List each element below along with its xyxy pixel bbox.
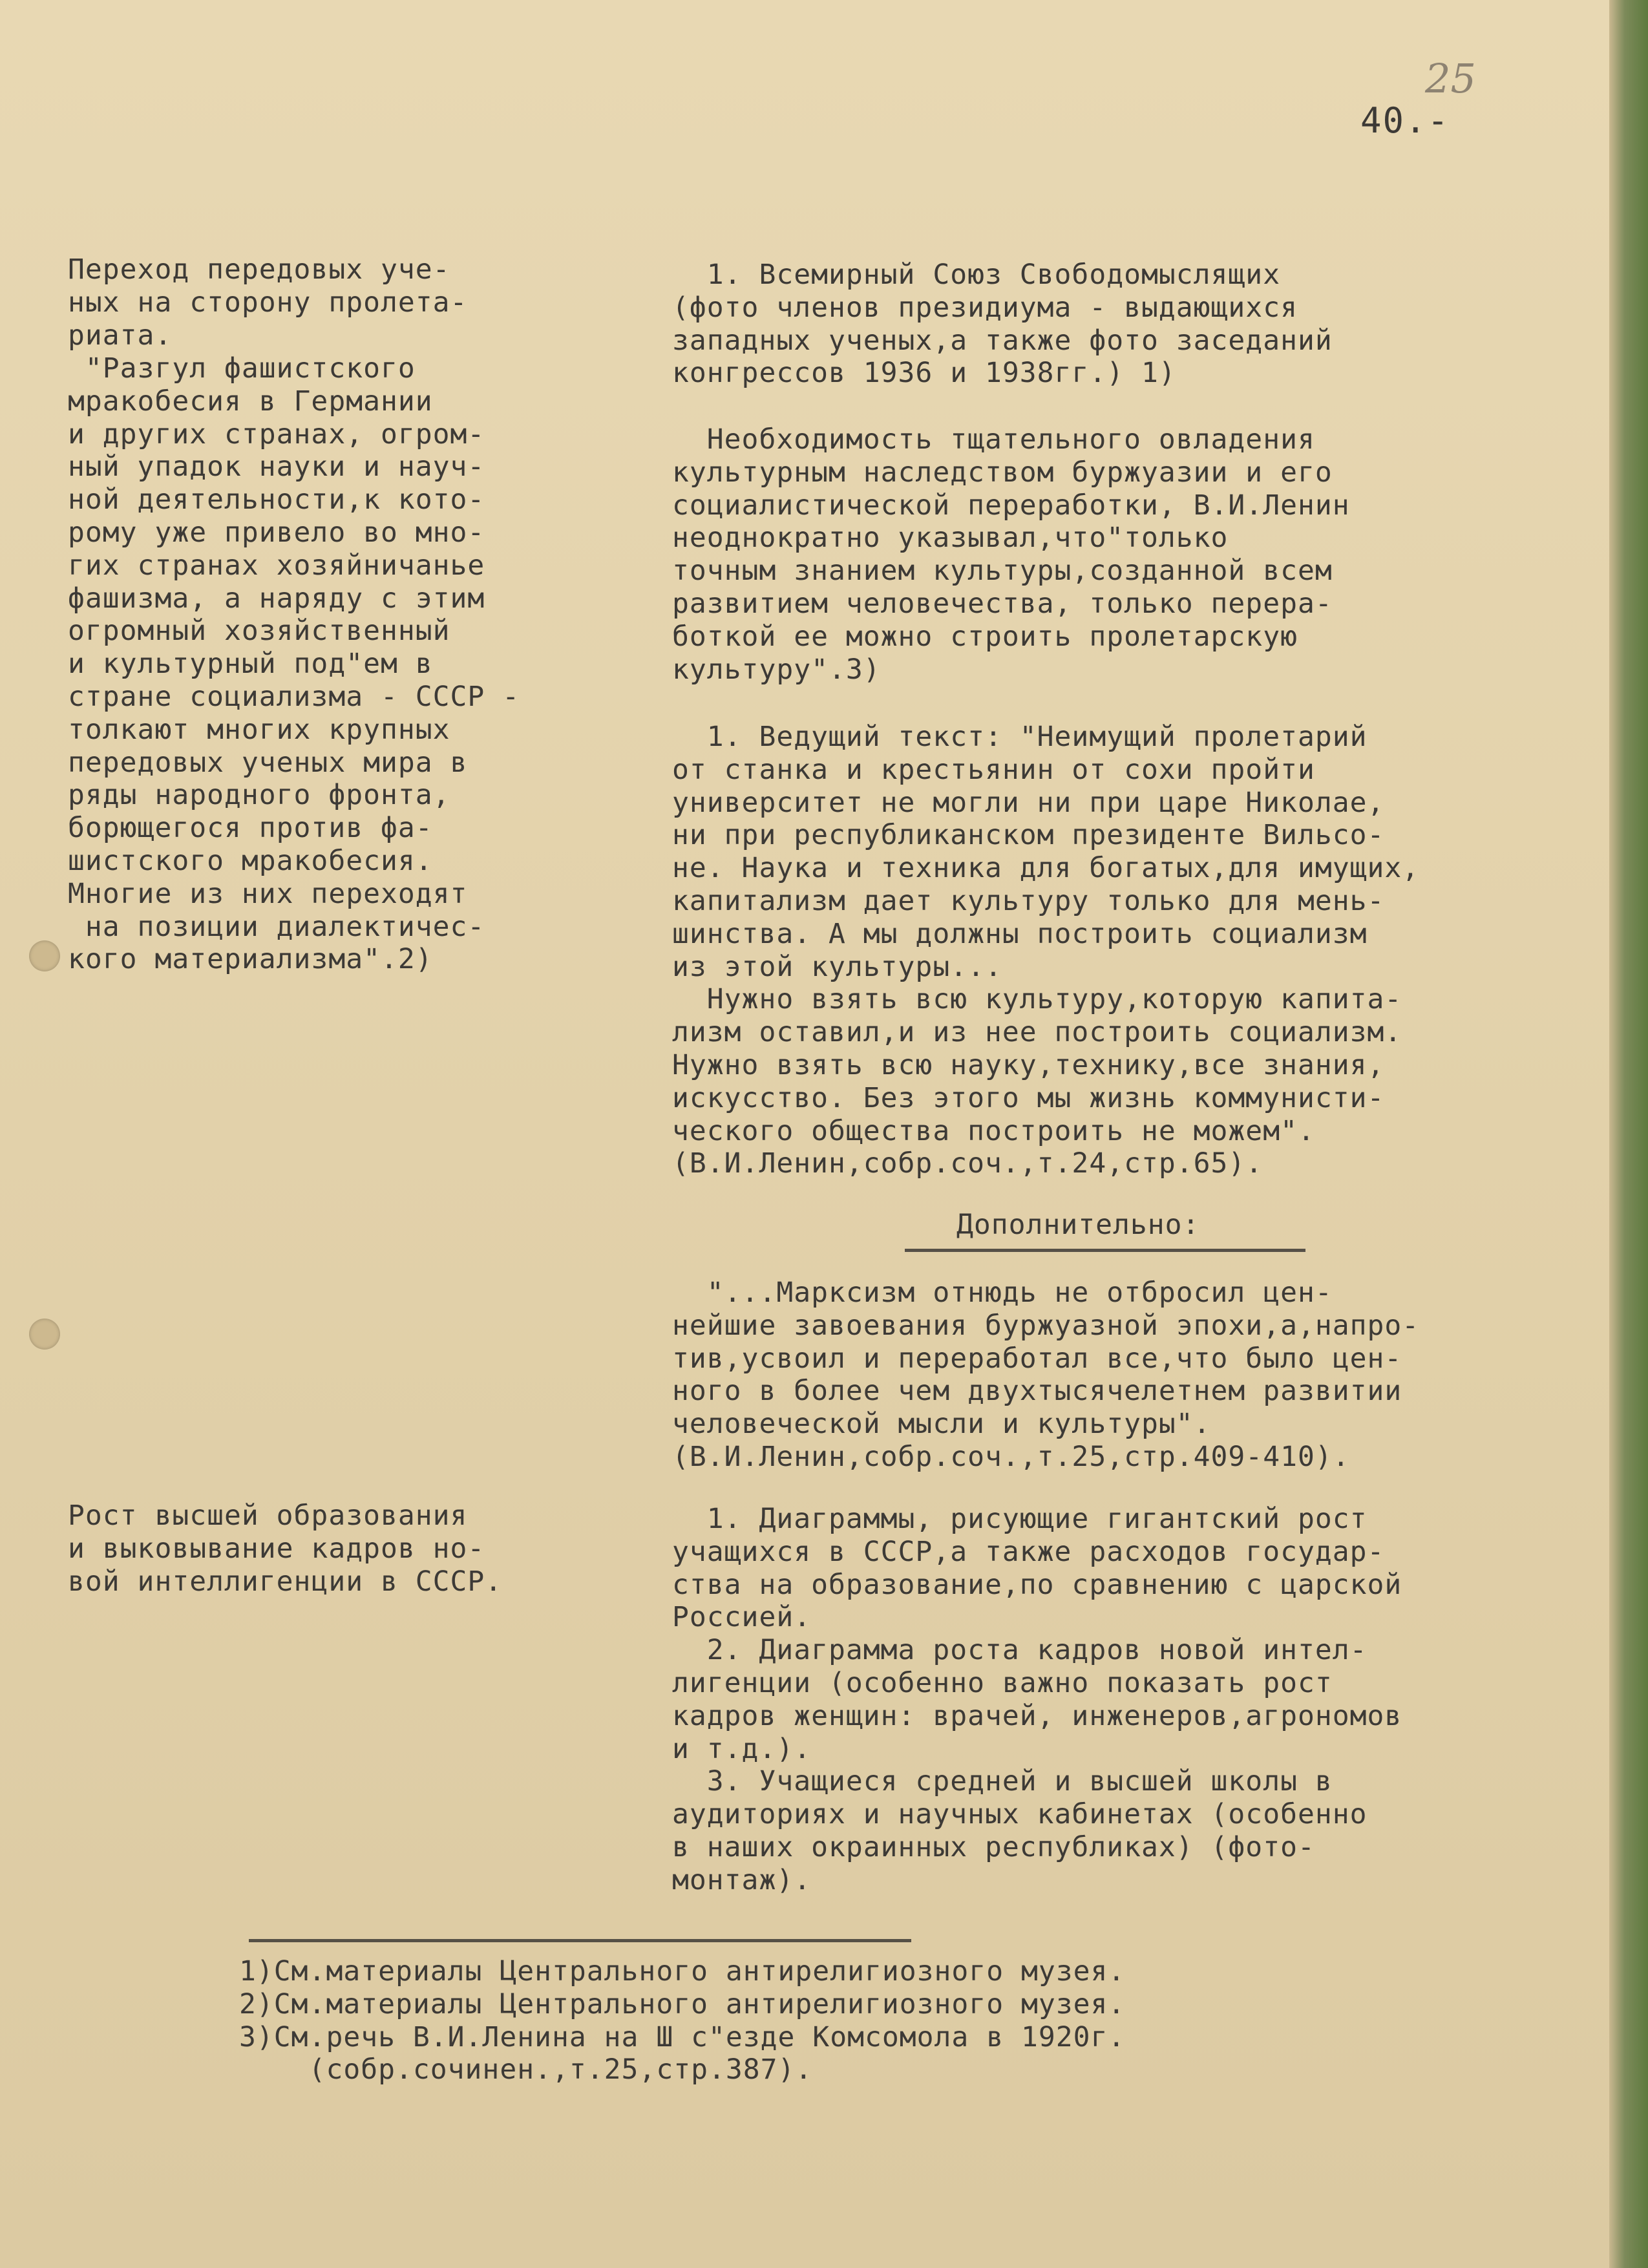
text-line: Нужно взять всю культуру,которую капита- [672, 983, 1402, 1016]
text-line: огромный хозяйственный [68, 615, 450, 648]
text-line: и выковывание кадров но- [68, 1532, 485, 1565]
heading-underline [905, 1249, 1305, 1252]
item-world-union [672, 259, 1333, 390]
text-line: 1. Ведущий текст: "Неимущий пролетарий [672, 721, 1368, 753]
text-line: 2. Диаграмма роста кадров новой интел- [672, 1634, 1368, 1667]
additional-heading: Дополнительно: [956, 1209, 1200, 1241]
text-line: шистского мракобесия. [68, 844, 433, 877]
text-line: 2)См.материалы Центрального антирелигиозного музея. [239, 1987, 1126, 2020]
text-line: Необходимость тщательного овладения [672, 423, 1315, 456]
text-line: "Разгул фашистского [68, 352, 416, 385]
text-line: ный упадок науки и науч- [68, 450, 485, 483]
text-line: 1. Диаграммы, рисующие гигантский рост [672, 1503, 1368, 1535]
footnotes [239, 1955, 1125, 2086]
text-line: рому уже привело во мно- [68, 516, 485, 549]
text-line: Нужно взять всю науку,технику,все знания, [672, 1048, 1385, 1081]
text-line: ни при республиканском президенте Вильсо- [672, 819, 1385, 852]
text-line: не. Наука и техника для богатых,для имущих, [672, 852, 1420, 885]
text-line: кадров женщин: врачей, инженеров,агрономов [672, 1699, 1402, 1732]
text-line: Рост высшей образования [68, 1500, 468, 1532]
diagram-items [672, 1503, 1402, 1897]
text-line: вой интеллигенции в СССР. [68, 1565, 503, 1598]
text-line: (В.И.Ленин,собр.соч.,т.25,стр.409-410). [672, 1440, 1350, 1473]
text-line: 1. Всемирный Союз Свободомыслящих [672, 259, 1281, 291]
text-line: тив,усвоил и переработал все,что было цен- [672, 1342, 1402, 1375]
punch-hole [29, 1319, 60, 1350]
text-line: развитием человечества, только перера- [672, 587, 1333, 620]
text-line: боткой ее можно строить пролетарскую [672, 620, 1298, 653]
text-line: (собр.сочинен.,т.25,стр.387). [239, 2053, 813, 2086]
text-line: 3)См.речь В.И.Ленина на Ш с"езде Комсомола в 1920г. [239, 2020, 1126, 2053]
text-line: человеческой мысли и культуры". [672, 1408, 1211, 1441]
text-line: университет не могли ни при царе Николае, [672, 786, 1385, 819]
page-number: 40.- [1360, 100, 1450, 141]
text-line: точным знанием культуры,созданной всем [672, 555, 1333, 588]
text-line: фашизма, а наряду с этим [68, 582, 485, 615]
text-line: западных ученых,а также фото заседаний [672, 324, 1333, 357]
leading-text [672, 721, 1419, 1180]
text-line: кого материализма".2) [68, 943, 433, 976]
text-line: аудиториях и научных кабинетах (особенно [672, 1798, 1368, 1831]
margin-note-scientists [68, 253, 467, 352]
text-line: ческого общества построить не можем". [672, 1114, 1315, 1147]
text-line: Многие из них переходят [68, 877, 468, 910]
text-line: ного в более чем двухтысячелетнем развитии [672, 1375, 1402, 1408]
text-line: ряды народного фронта, [68, 779, 450, 812]
text-line: в наших окраинных республиках) (фото- [672, 1830, 1315, 1863]
text-line: из этой культуры... [672, 950, 1002, 983]
page-edge [1609, 0, 1648, 2268]
text-line: социалистической переработки, В.И.Ленин [672, 489, 1350, 522]
footnote-separator [249, 1939, 911, 1942]
lenin-intro [672, 423, 1350, 686]
text-line: ных на сторону пролета- [68, 286, 468, 319]
text-line: (фото членов президиума - выдающихся [672, 291, 1298, 324]
additional-quote [672, 1277, 1419, 1474]
text-line: 1)См.материалы Центрального антирелигиозного музея. [239, 1955, 1126, 1987]
text-line: Переход передовых уче- [68, 253, 450, 286]
text-line: учащихся в СССР,а также расходов государ- [672, 1535, 1385, 1568]
text-line: от станка и крестьянин от сохи пройти [672, 753, 1315, 786]
text-line: конгрессов 1936 и 1938гг.) 1) [672, 357, 1176, 390]
text-line: искусство. Без этого мы жизнь коммунисти- [672, 1081, 1385, 1114]
margin-quote-fascism [68, 352, 520, 976]
text-line: лигенции (особенно важно показать рост [672, 1666, 1333, 1699]
text-line: толкают многих крупных [68, 713, 450, 746]
text-line: шинства. А мы должны построить социализм [672, 917, 1368, 950]
text-line: монтаж). [672, 1863, 812, 1896]
text-line: 3. Учащиеся средней и высшей школы в [672, 1765, 1333, 1798]
text-line: культуру".3) [672, 653, 881, 686]
text-line: и других странах, огром- [68, 418, 485, 450]
text-line: и т.д.). [672, 1732, 812, 1765]
text-line: борющегося против фа- [68, 812, 433, 845]
text-line: нейшие завоевания буржуазной эпохи,а,напро- [672, 1309, 1420, 1342]
text-line: ства на образование,по сравнению с царской [672, 1568, 1402, 1601]
text-line: Россией. [672, 1601, 812, 1634]
text-line: (В.И.Ленин,собр.соч.,т.24,стр.65). [672, 1147, 1263, 1180]
text-line: лизм оставил,и из нее построить социализм. [672, 1016, 1402, 1049]
punch-hole [29, 940, 60, 971]
text-line: неоднократно указывал,что"только [672, 522, 1229, 555]
text-line: риата. [68, 319, 173, 352]
folio-number: 25 [1425, 55, 1476, 102]
text-line: мракобесия в Германии [68, 385, 433, 418]
text-line: передовых ученых мира в [68, 746, 468, 779]
margin-note-education [68, 1500, 502, 1598]
text-line: и культурный под"ем в [68, 648, 433, 681]
text-line: на позиции диалектичес- [68, 910, 485, 943]
text-line: ной деятельности,к кото- [68, 483, 485, 516]
text-line: гих странах хозяйничанье [68, 549, 485, 582]
text-line: "...Марксизм отнюдь не отбросил цен- [672, 1277, 1333, 1309]
text-line: стране социализма - СССР - [68, 680, 520, 713]
text-line: культурным наследством буржуазии и его [672, 456, 1333, 489]
text-line: капитализм дает культуру только для мень- [672, 884, 1385, 917]
